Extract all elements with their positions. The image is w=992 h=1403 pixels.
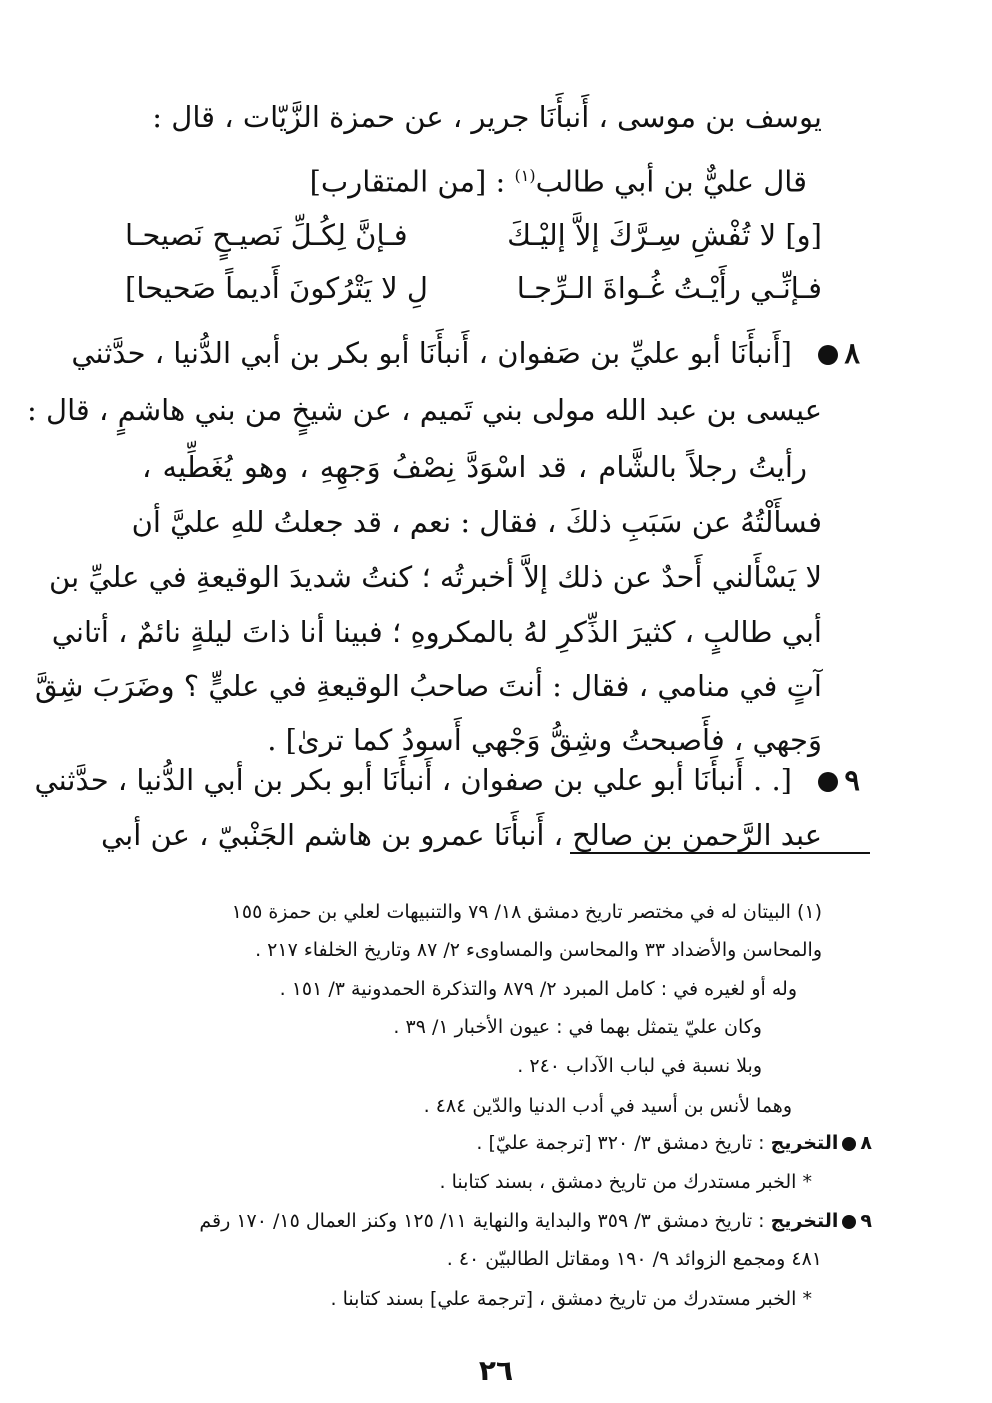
- footnote-1-line-6: وهما لأنس بن أسيد في أدب الدنيا والدّين ٤٨٤ .: [423, 1095, 792, 1117]
- bullet-icon: [842, 1137, 856, 1151]
- poem-intro-line: [310, 156, 807, 202]
- hadith-8-marker: [812, 333, 860, 373]
- hadith-9-line-2: عبد الرَّحمن بن صالح ، أَنبأَنَا عمرو بن هاشم الجَنْبيّ ، عن أبي: [101, 818, 822, 852]
- footnote-8-line-1: [476, 1129, 872, 1157]
- footnote-9-line-1: [199, 1207, 872, 1235]
- takhrij-label: التخريج: [770, 1210, 839, 1232]
- text-line: يوسف بن موسى ، أَنبأَنَا جرير ، عن حمزة الزَّيّات ، قال :: [152, 100, 822, 134]
- hadith-8-line-2: عيسى بن عبد الله مولى بني تَميم ، عن شيخٍ من بني هاشمٍ ، قال :: [27, 393, 822, 427]
- hadith-8-line-3: رأيتُ رجلاً بالشَّام ، قد اسْوَدَّ نِصْفُ وَجهِهِ ، وهو يُغَطِّيه ،: [142, 450, 807, 484]
- poem-intro-text: قال عليٌّ بن أبي طالب: [535, 164, 807, 199]
- footnote-1-line-5: وبلا نسبة في لباب الآداب ٢٤٠ .: [517, 1055, 762, 1077]
- footnote-1-line-2: والمحاسن والأضداد ٣٣ والمحاسن والمساوىء ٢/ ٨٧ وتاريخ الخلفاء ٢١٧ .: [255, 939, 822, 961]
- hadith-number: ٨: [844, 336, 860, 370]
- takhrij-text: : تاريخ دمشق ٣/ ٣٥٩ والبداية والنهاية ١١/ ١٢٥ وكنز العمال ١٥/ ١٧٠ رقم: [199, 1210, 771, 1232]
- hadith-8-line-7: آتٍ في منامي ، فقال : أنتَ صاحبُ الوقيعةِ في عليٍّ ؟ وضَرَبَ شِقَّ: [34, 669, 822, 703]
- verse-1-hemistich-2: فـإنَّ لِكُـلِّ نَصيـحٍ نَصيحـا: [125, 218, 408, 252]
- verse-1-hemistich-1: [و] لا تُفْشِ سِـرَّكَ إلاَّ إليْـكَ: [507, 218, 822, 252]
- footnote-1-line-4: وكان عليّ يتمثل بهما في : عيون الأخبار ١/ ٣٩ .: [393, 1016, 762, 1038]
- footnote-number: ٩: [860, 1210, 872, 1232]
- page-number: ٢٦: [478, 1354, 514, 1387]
- hadith-8-line-8: وَجهي ، فأَصبحتُ وشِقُّ وَجْهي أَسودُ كما ترىٰ] .: [267, 723, 822, 757]
- footnote-1-line-3: وله أو لغيره في : كامل المبرد ٢/ ٨٧٩ والتذكرة الحمدونية ٣/ ١٥١ .: [279, 978, 797, 1000]
- hadith-8-line-4: فسأَلْتُهُ عن سَبَبِ ذلكَ ، فقال : نعم ، قد جعلتُ للهِ عليَّ أن: [131, 505, 822, 539]
- bullet-icon: [818, 345, 838, 365]
- bullet-icon: [818, 772, 838, 792]
- verse-2-hemistich-2: لِ لا يَتْرُكونَ أَديماً صَحيحا]: [125, 271, 428, 305]
- footnote-9-note: * الخبر مستدرك من تاريخ دمشق ، [ترجمة علي] بسند كتابنا .: [330, 1288, 812, 1310]
- hadith-8-line-5: لا يَسْأَلني أَحدٌ عن ذلك إلاَّ أخبرتُه ؛ كنتُ شديدَ الوقيعةِ في عليِّ بن: [49, 560, 822, 594]
- verse-2-hemistich-1: فـإنِّـي رأَيْـتُ غُـواةَ الـرِّجـا: [516, 271, 822, 305]
- meter-label: : [من المتقارب]: [309, 164, 515, 199]
- takhrij-text: : تاريخ دمشق ٣/ ٣٢٠ [ترجمة عليّ] .: [476, 1132, 771, 1154]
- takhrij-label: التخريج: [770, 1132, 839, 1154]
- hadith-9-marker: [812, 760, 860, 800]
- hadith-number: ٩: [844, 763, 860, 797]
- hadith-8-line-6: أبي طالبٍ ، كثيرَ الذِّكرِ لهُ بالمكروهِ ؛ فبينا أنا ذاتَ ليلةٍ نائمٌ ، أتاني: [51, 615, 822, 649]
- bullet-icon: [842, 1215, 856, 1229]
- footnote-number: ٨: [860, 1132, 872, 1154]
- footnote-divider: [570, 852, 870, 854]
- footnote-ref: (١): [514, 166, 536, 185]
- hadith-9-line-1: [. . أَنبأَنَا أبو علي بن صفوان ، أَنبأَنَا أبو بكر بن أبي الدُّنيا ، حدَّثني: [34, 763, 792, 797]
- footnote-9-line-2: ٤٨١ ومجمع الزوائد ٩/ ١٩٠ ومقاتل الطالبيّن ٤٠ .: [446, 1248, 822, 1270]
- hadith-8-line-1: [أَنبأَنَا أبو عليِّ بن صَفوان ، أَنبأَنَا أبو بكر بن أبي الدُّنيا ، حدَّثني: [71, 336, 792, 370]
- footnote-1-line-1: (١) البيتان له في مختصر تاريخ دمشق ١٨/ ٧٩ والتنبيهات لعلي بن حمزة ١٥٥: [231, 901, 822, 923]
- footnote-8-note: * الخبر مستدرك من تاريخ دمشق ، بسند كتابنا .: [439, 1171, 812, 1193]
